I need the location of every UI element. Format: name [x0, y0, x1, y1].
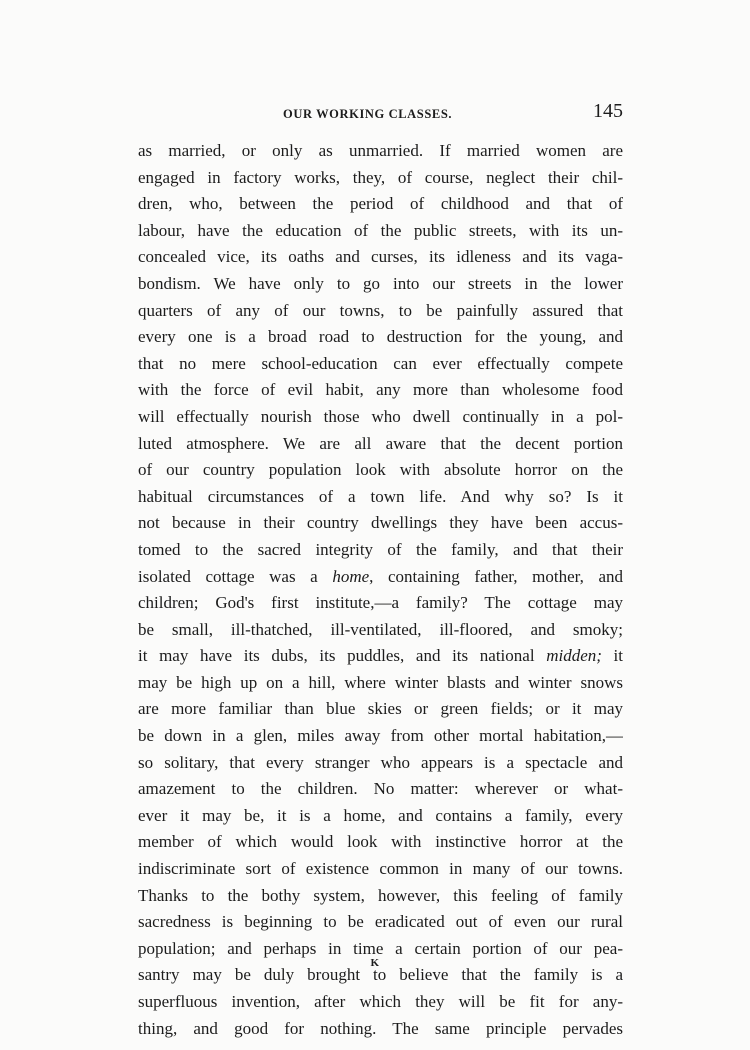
- text-line: member of which would look with instinctive horror at the: [138, 832, 623, 852]
- text-line: habitual circumstances of a town life. And why so? Is it: [138, 486, 623, 506]
- text-line: may be high up on a hill, where winter blasts and winter snows: [138, 672, 623, 692]
- text-line: amazement to the children. No matter: wherever or what-: [138, 779, 623, 799]
- text-line: labour, have the education of the public streets, with its un-: [138, 220, 623, 240]
- text-line: be down in a glen, miles away from other mortal habitation,—: [138, 726, 623, 746]
- signature-mark: K: [370, 957, 380, 969]
- text-line: it may have its dubs, its puddles, and its national midden; it: [138, 646, 623, 666]
- body-text: [138, 138, 623, 1042]
- text-line: will effectually nourish those who dwell continually in a pol-: [138, 406, 623, 426]
- text-line: engaged in factory works, they, of course, neglect their chil-: [138, 167, 623, 187]
- text-line: that no mere school-education can ever effectually compete: [138, 353, 623, 373]
- text-line: ever it may be, it is a home, and contains a family, every: [138, 805, 623, 825]
- running-head: [138, 100, 623, 130]
- text-line: every one is a broad road to destruction for the young, and: [138, 327, 623, 347]
- text-line: dren, who, between the period of childhood and that of: [138, 194, 623, 214]
- text-line: isolated cottage was a home, containing father, mother, and: [138, 566, 623, 586]
- text-line: with the force of evil habit, any more than wholesome food: [138, 380, 623, 400]
- text-line: as married, or only as unmarried. If married women are: [138, 141, 623, 160]
- text-line: santry may be duly brought to believe that the family is a: [138, 965, 623, 985]
- text-line: thing, and good for nothing. The same principle pervades: [138, 1018, 623, 1038]
- text-line: of our country population look with absolute horror on the: [138, 460, 623, 480]
- text-line: children; God's first institute,—a family? The cottage may: [138, 593, 623, 613]
- running-title: OUR WORKING CLASSES.: [283, 107, 453, 121]
- text-line: indiscriminate sort of existence common in many of our towns.: [138, 859, 623, 879]
- text-line: sacredness is beginning to be eradicated out of even our rural: [138, 912, 623, 932]
- text-line: bondism. We have only to go into our streets in the lower: [138, 273, 623, 293]
- text-line: population; and perhaps in time a certain portion of our pea-: [138, 938, 623, 958]
- italic-word: home: [332, 566, 370, 586]
- text-line: concealed vice, its oaths and curses, its idleness and its vaga-: [138, 247, 623, 267]
- text-line: Thanks to the bothy system, however, this feeling of family: [138, 885, 623, 905]
- text-line: luted atmosphere. We are all aware that the decent portion: [138, 433, 623, 453]
- text-line: quarters of any of our towns, to be painfully assured that: [138, 300, 623, 320]
- page-number: 145: [593, 100, 623, 122]
- text-line: tomed to the sacred integrity of the family, and that their: [138, 539, 623, 559]
- text-line: superfluous invention, after which they will be fit for any-: [138, 992, 623, 1011]
- text-line: so solitary, that every stranger who appears is a spectacle and: [138, 752, 623, 772]
- text-line: be small, ill-thatched, ill-ventilated, ill-floored, and smoky;: [138, 619, 623, 639]
- text-line: are more familiar than blue skies or green fields; or it may: [138, 699, 623, 719]
- text-line: not because in their country dwellings they have been accus-: [138, 513, 623, 533]
- italic-word: midden;: [546, 646, 602, 666]
